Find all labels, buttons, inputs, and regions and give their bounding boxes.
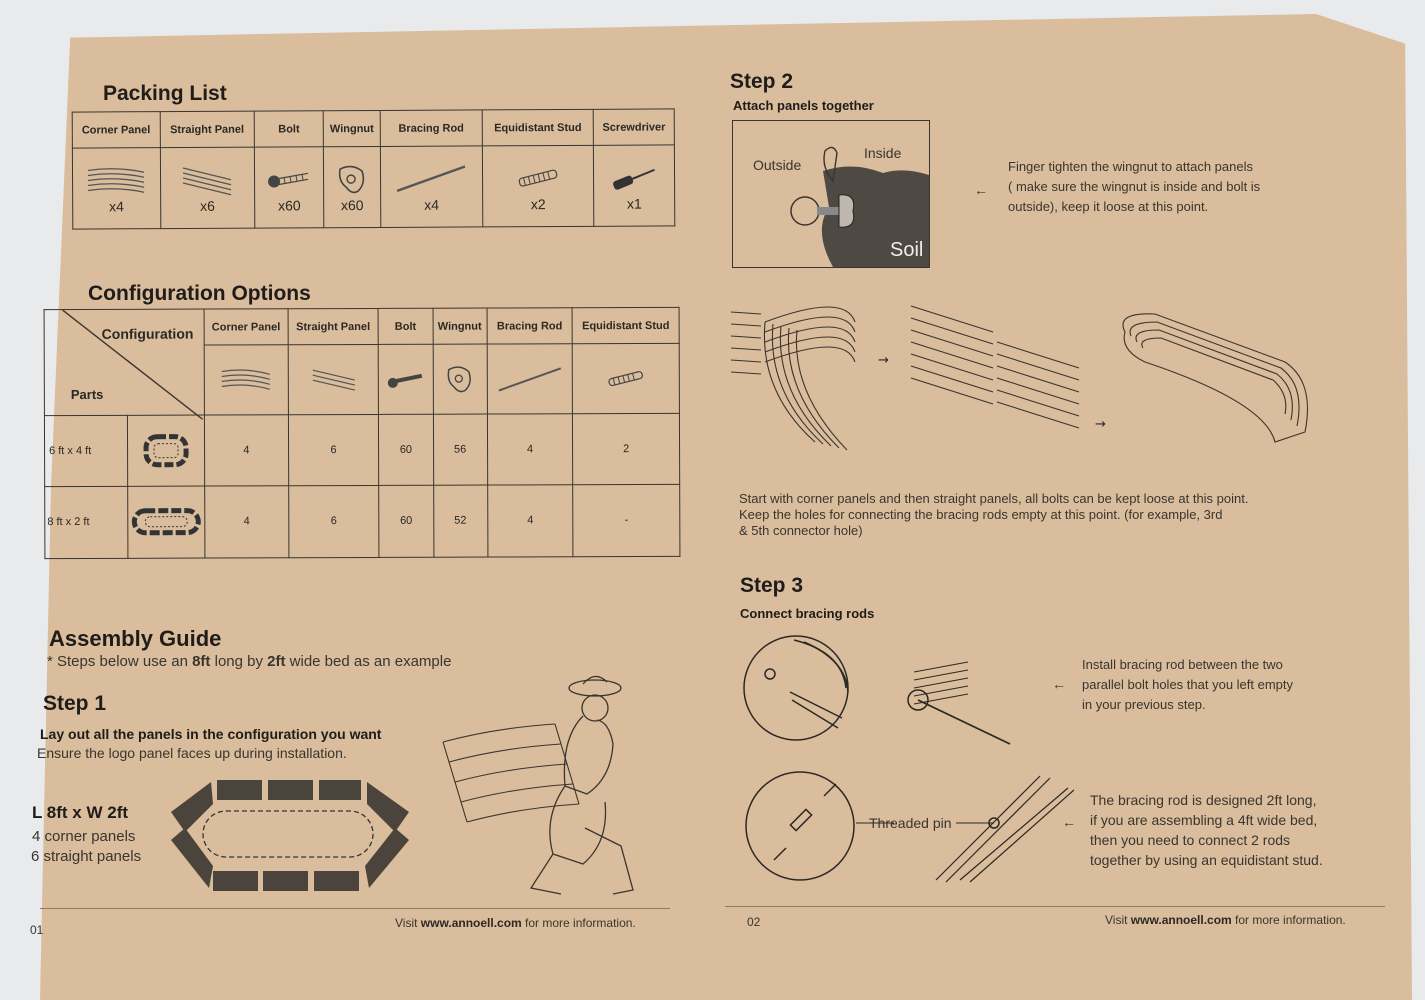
oval-layout-diagram	[165, 778, 415, 894]
footer-visit-right	[1105, 913, 1346, 927]
packing-list-table	[72, 108, 676, 229]
step1-corner-line: 4 corner panels	[32, 828, 136, 845]
assembly-note-length: 8ft	[192, 653, 211, 670]
page-number-1: 01	[30, 923, 44, 937]
packing-qty-bracing-rod: x4	[424, 196, 440, 213]
wingnut-icon	[443, 363, 477, 395]
wingnut-icon	[332, 161, 372, 197]
config-cell-8x2-bolt: 60	[379, 485, 434, 557]
config-row-label-6x4: 6 ft x 4 ft	[44, 416, 127, 487]
footer-visit-left	[395, 916, 636, 930]
oval-bed-icon	[129, 505, 203, 539]
configuration-table	[44, 308, 680, 558]
parts-label: Parts	[70, 386, 104, 403]
straight-panel-icon	[308, 365, 358, 395]
step1-straight-line: 6 straight panels	[31, 848, 142, 865]
config-icon-straight-panel	[288, 345, 379, 416]
step3-title: Step 3	[740, 574, 804, 597]
step3-desc2-line3: then you need to connect 2 rods	[1090, 832, 1291, 848]
config-cell-6x4-rod: 4	[487, 414, 573, 485]
step2-title: Step 2	[730, 70, 794, 93]
corner-panel-icon	[218, 365, 274, 395]
packing-qty-wingnut: x60	[340, 197, 364, 214]
packing-qty-equidistant-stud: x2	[530, 196, 546, 213]
footer-more-text: for more information.	[521, 916, 636, 930]
packing-header-bolt: Bolt	[254, 111, 323, 147]
step2-arrow-icon: ←	[974, 182, 988, 198]
step2-desc-line2: ( make sure the wingnut is inside and bolt is	[1008, 179, 1261, 194]
packing-cell-equidistant-stud	[482, 145, 594, 227]
bolt-icon	[262, 161, 316, 197]
step2-inside-label: Inside	[864, 145, 902, 161]
footer-visit-text: Visit	[395, 916, 421, 930]
packing-list-title: Packing List	[103, 82, 227, 105]
step2-para-line1: Start with corner panels and then straight panels, all bolts can be kept loose at this point.	[739, 491, 1249, 506]
config-icon-wingnut	[433, 344, 487, 414]
bolt-icon	[384, 365, 428, 395]
packing-qty-bolt: x60	[278, 197, 301, 214]
step2-desc-line3: outside), keep it loose at this point.	[1008, 199, 1209, 214]
assembly-note-width: 2ft	[267, 653, 286, 670]
config-cell-6x4-bolt: 60	[379, 415, 434, 485]
step2-soil-label: Soil	[890, 239, 924, 261]
assembly-guide-title: Assembly Guide	[49, 626, 222, 651]
config-icon-corner-panel	[204, 345, 288, 416]
bracing-rod-icon	[391, 160, 471, 196]
step3-arrow2-icon: ←	[1062, 814, 1076, 830]
assembly-note	[47, 653, 451, 670]
packing-header-bracing-rod: Bracing Rod	[380, 110, 482, 147]
step2-description	[1008, 157, 1260, 217]
step3-desc2-line4: together by using an equidistant stud.	[1090, 852, 1323, 868]
config-cell-6x4-corner: 4	[204, 415, 288, 486]
step2-desc-line1: Finger tighten the wingnut to attach panels	[1008, 159, 1253, 174]
config-header-bracing-rod: Bracing Rod	[487, 308, 573, 344]
packing-header-straight-panel: Straight Panel	[160, 111, 255, 147]
footer-url-link[interactable]: www.annoell.com	[1130, 913, 1232, 927]
config-row-shape-8x2	[128, 486, 205, 559]
step2-outside-label: Outside	[753, 157, 802, 173]
threaded-pin-label: Threaded pin	[869, 815, 952, 831]
rectangular-bed-icon	[137, 431, 195, 471]
packing-cell-straight-panel	[160, 147, 255, 228]
packing-cell-screwdriver	[594, 145, 675, 226]
step3-arrow1-icon: ←	[1052, 676, 1066, 692]
config-header-corner-panel: Corner Panel	[204, 309, 288, 345]
packing-qty-straight-panel: x6	[200, 197, 215, 214]
step2-wingnut-diagram	[732, 120, 930, 268]
screwdriver-icon	[608, 159, 660, 195]
step2-paragraph	[739, 491, 1248, 539]
packing-cell-bracing-rod	[380, 146, 482, 228]
packing-qty-screwdriver: x1	[626, 195, 642, 212]
config-cell-8x2-straight: 6	[288, 485, 379, 558]
straight-panel-icon	[177, 162, 237, 198]
stud-icon	[513, 160, 563, 196]
footer-divider-left	[40, 908, 670, 909]
config-cell-8x2-stud: -	[573, 484, 680, 557]
woman-carrying-panels-illustration	[435, 668, 660, 908]
config-icon-bracing-rod	[487, 344, 573, 415]
packing-header-corner-panel: Corner Panel	[72, 112, 160, 148]
footer-visit-text: Visit	[1105, 913, 1131, 927]
assembly-note-suffix: wide bed as an example	[285, 653, 452, 670]
packing-header-wingnut: Wingnut	[323, 110, 380, 146]
step3-desc2-line2: if you are assembling a 4ft wide bed,	[1090, 812, 1318, 828]
packing-header-screwdriver: Screwdriver	[593, 109, 674, 145]
config-icon-equidistant-stud	[573, 344, 680, 415]
step3-description-1	[1082, 655, 1293, 715]
step3-subtitle: Connect bracing rods	[740, 606, 875, 621]
footer-more-text: for more information.	[1231, 913, 1346, 927]
bracing-rod-detail-diagram	[742, 632, 1022, 752]
step2-subtitle: Attach panels together	[733, 98, 874, 113]
assembly-note-mid: long by	[210, 653, 268, 670]
config-cell-8x2-wingnut: 52	[433, 485, 487, 557]
page-number-2: 02	[747, 915, 761, 929]
config-header-straight-panel: Straight Panel	[288, 308, 379, 344]
config-corner-label: Configuration	[101, 325, 194, 342]
step1-title: Step 1	[43, 692, 107, 715]
footer-divider-right	[725, 906, 1385, 907]
bracing-rod-icon	[495, 364, 565, 394]
packing-cell-wingnut	[324, 146, 381, 227]
step2-sequence-arrow-2: →	[1095, 417, 1106, 432]
panel-assembly-sequence-diagram	[725, 292, 1315, 462]
step3-desc2-line1: The bracing rod is designed 2ft long,	[1090, 792, 1317, 808]
config-cell-6x4-stud: 2	[573, 414, 680, 485]
stud-icon	[604, 364, 648, 394]
step1-text: Ensure the logo panel faces up during installation.	[37, 745, 347, 761]
step3-description-2	[1090, 790, 1323, 870]
config-header-equidistant-stud: Equidistant Stud	[572, 307, 679, 344]
config-row-label-8x2: 8 ft x 2 ft	[45, 486, 128, 559]
packing-cell-bolt	[254, 147, 324, 228]
step2-sequence-arrow-1: →	[878, 353, 889, 368]
step1-size: L 8ft x W 2ft	[32, 803, 129, 822]
assembly-note-prefix: * Steps below use an	[47, 653, 193, 670]
step3-desc1-line3: in your previous step.	[1082, 697, 1206, 712]
step1-subtitle: Lay out all the panels in the configuration you want	[40, 726, 382, 742]
packing-cell-corner-panel	[72, 148, 160, 229]
corner-panel-icon	[84, 162, 148, 198]
step3-desc1-line1: Install bracing rod between the two	[1082, 657, 1283, 672]
packing-header-equidistant-stud: Equidistant Stud	[482, 109, 594, 146]
footer-url-link[interactable]: www.annoell.com	[420, 916, 522, 930]
config-cell-6x4-straight: 6	[288, 415, 379, 486]
config-header-wingnut: Wingnut	[433, 308, 487, 344]
step2-para-line2: Keep the holes for connecting the bracing rods empty at this point. (for example, 3rd	[739, 507, 1223, 522]
config-corner-cell	[44, 309, 204, 416]
packing-qty-corner-panel: x4	[109, 198, 124, 215]
config-row-shape-6x4	[127, 415, 204, 486]
config-cell-6x4-wingnut: 56	[433, 414, 487, 484]
configuration-title: Configuration Options	[88, 282, 311, 305]
config-icon-bolt	[378, 344, 433, 414]
step2-para-line3: & 5th connector hole)	[739, 523, 863, 538]
config-cell-8x2-corner: 4	[205, 485, 289, 558]
step3-desc1-line2: parallel bolt holes that you left empty	[1082, 677, 1294, 692]
config-header-bolt: Bolt	[378, 308, 432, 344]
config-cell-8x2-rod: 4	[487, 484, 573, 557]
